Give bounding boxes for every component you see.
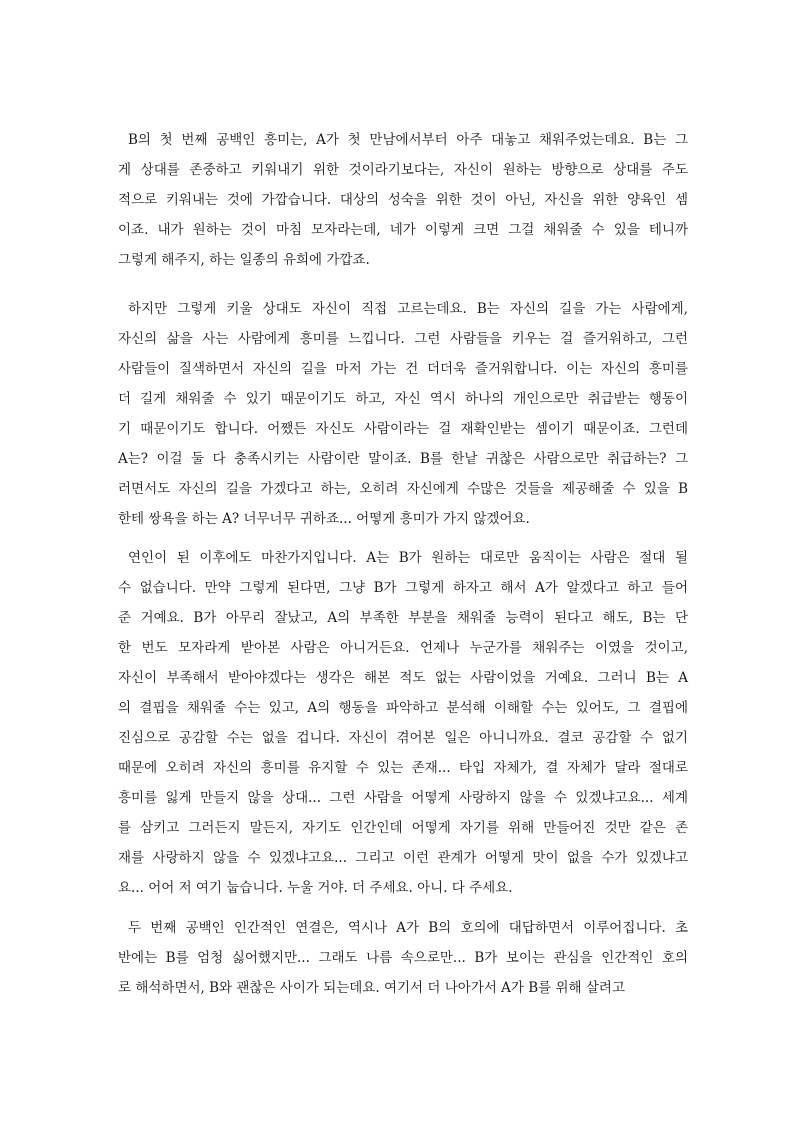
text-line: 준 거예요. B가 아무리 잘났고, A의 부족한 부분을 채워줄 능력이 된다고 해도, B는 단 — [118, 610, 688, 626]
text-line: 진심으로 공감할 수는 없을 겁니다. 자신이 겪어본 일은 아니니까요. 결코 공감할 수 없기 — [118, 730, 688, 746]
text-line: 반에는 B를 엄청 싫어했지만... 그래도 나름 속으로만... B가 보이는 관심을 인간적인 호의 — [118, 950, 688, 966]
text-line: 한테 쌍욕을 하는 A? 너무너무 귀하죠... 어떻게 흥미가 가지 않겠어요. — [118, 511, 530, 527]
paragraph-3 — [118, 543, 688, 903]
text-line: 하지만 그렇게 키울 상대도 자신이 직접 고르는데요. B는 자신의 길을 가는 사람에게, — [128, 301, 688, 317]
text-line: 사람들이 질색하면서 자신의 길을 마저 가는 건 더더욱 즐거워합니다. 이는 자신의 흥미를 — [118, 361, 688, 377]
text-line: 재를 사랑하지 않을 수 있겠냐고요... 그리고 이런 관계가 어떻게 맛이 없을 수가 있겠냐고 — [118, 850, 688, 866]
text-line: 흥미를 잃게 만들지 않을 상대... 그런 사람을 어떻게 사랑하지 않을 수 있겠냐고요... 세계 — [118, 790, 688, 806]
text-line: 요... 어어 저 여기 눕습니다. 누울 거야. 더 주세요. 아니. 다 주세요. — [118, 880, 513, 896]
text-line: 로 해석하면서, B와 괜찮은 사이가 되는데요. 여기서 더 나아가서 A가 B를 위해 살려고 — [118, 980, 625, 996]
text-line: 그렇게 해주지, 하는 일종의 유희에 가깝죠. — [118, 252, 370, 268]
paragraph-4 — [118, 913, 688, 1003]
text-line: 기 때문이기도 합니다. 어쨌든 자신도 사람이라는 걸 재확인받는 셈이기 때문이죠. 그런데 — [118, 421, 688, 437]
text-line: 자신의 삶을 사는 사람에게 흥미를 느낍니다. 그런 사람들을 키우는 걸 즐거워하고, 그런 — [118, 331, 688, 347]
text-line: 적으로 키워내는 것에 가깝습니다. 대상의 성숙을 위한 것이 아닌, 자신을 위한 양육인 셈 — [118, 192, 688, 208]
text-line: 때문에 오히려 자신의 흥미를 유지할 수 있는 존재... 타입 자체가, 결 자체가 달라 절대로 — [118, 760, 688, 776]
text-line: 게 상대를 존중하고 키워내기 위한 것이라기보다는, 자신이 원하는 방향으로 상대를 주도 — [118, 162, 688, 178]
text-line: 자신이 부족해서 받아야겠다는 생각은 해본 적도 없는 사람이었을 거예요. 그러니 B는 A — [118, 670, 688, 686]
text-line: 러면서도 자신의 길을 가겠다고 하는, 오히려 자신에게 수많은 것들을 제공해줄 수 있을 B — [118, 481, 688, 497]
text-line: 이죠. 내가 원하는 것이 마침 모자라는데, 네가 이렇게 크면 그걸 채워줄 수 있을 테니까 — [118, 222, 688, 238]
text-line: 연인이 된 이후에도 마찬가지입니다. A는 B가 원하는 대로만 움직이는 사람은 절대 될 — [128, 550, 688, 566]
text-line: 수 없습니다. 만약 그렇게 된다면, 그냥 B가 그렇게 하자고 해서 A가 알겠다고 하고 들어 — [118, 580, 688, 596]
text-line: B의 첫 번째 공백인 흥미는, A가 첫 만남에서부터 아주 대놓고 채워주었는데요. B는 그 — [128, 132, 688, 148]
text-line: 두 번째 공백인 인간적인 연결은, 역시나 A가 B의 호의에 대답하면서 이루어집니다. 초 — [128, 920, 688, 936]
text-line: 한 번도 모자라게 받아본 사람은 아니거든요. 언제나 누군가를 채워주는 이였을 것이고, — [118, 640, 688, 656]
text-line: 더 길게 채워줄 수 있기 때문이기도 하고, 자신 역시 하나의 개인으로만 취급받는 행동이 — [118, 391, 688, 407]
text-line: 를 삼키고 그러든지 말든지, 자기도 인간인데 어떻게 자기를 위해 만들어진 것만 같은 존 — [118, 820, 688, 836]
paragraph-2 — [118, 294, 688, 534]
text-line: A는? 이걸 둘 다 충족시키는 사람이란 말이죠. B를 한낱 귀찮은 사람으로만 취급하는? 그 — [118, 451, 688, 467]
text-line: 의 결핍을 채워줄 수는 있고, A의 행동을 파악하고 분석해 이해할 수는 있어도, 그 결핍에 — [118, 700, 688, 716]
paragraph-1 — [118, 125, 688, 275]
